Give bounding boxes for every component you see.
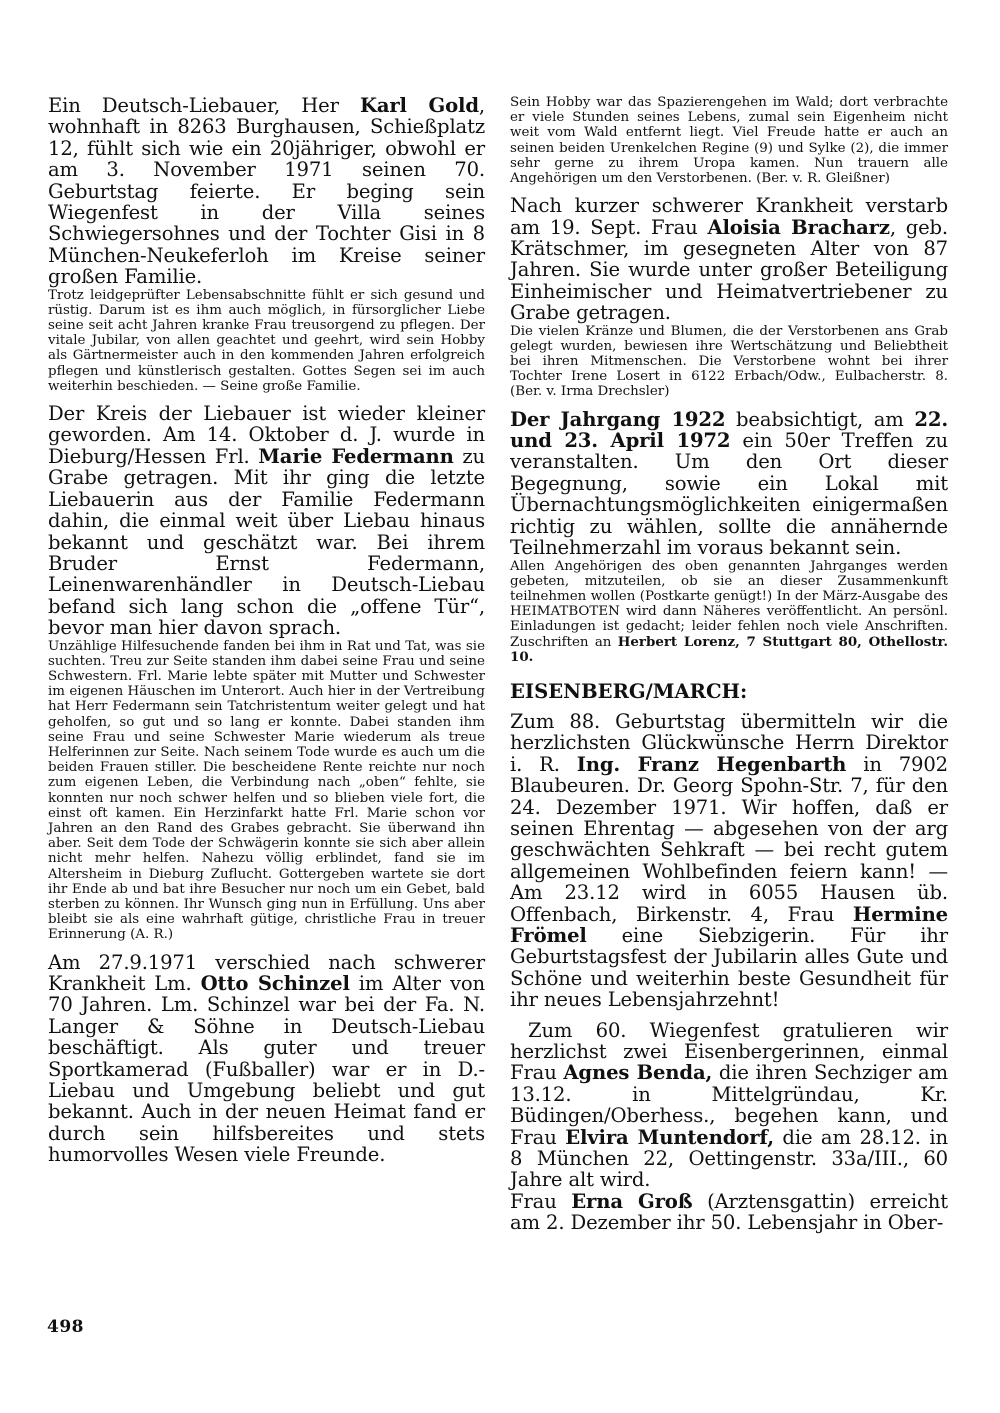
article-bracharz: Nach kurzer schwerer Krankheit verstarb am 19. Sept. Frau Aloisia Bracharz, geb. Krätschmer, im gesegneten Alter von 87 Jahren. Sie wurde unter großer Beteiligung Einheimischer und Heimatvertriebener zu Grabe getragen.: [510, 194, 948, 325]
right-column: [510, 95, 948, 1234]
person-name: Aloisia Bracharz: [707, 215, 890, 239]
contact-address: Herbert Lorenz, 7 Stuttgart 80, Othellostr. 10.: [510, 633, 948, 665]
article-schinzel-detail: Sein Hobby war das Spazierengehen im Wald; dort verbrachte er viele Stunden seines Lebens, zumal sein Eigenheim nicht weit vom Wald entfernt liegt. Viel Freude hatte er auch an seinen beiden Urenkelchen Regine (9) und Sylke (2), die immer sehr gerne zu ihrem Uropa kamen. Nun trauern alle Angehörigen um den Verstorbenen. (Ber. v. R. Gleißner): [510, 95, 948, 187]
article-gross: Frau Erna Groß (Arztensgattin) erreicht am 2. Dezember ihr 50. Lebensjahr in Ober-: [510, 1189, 948, 1235]
article-gold-detail: Trotz leidgeprüfter Lebensabschnitte fühlt er sich gesund und rüstig. Darum ist es ihm auch möglich, in fürsorglicher Liebe seine seit acht Jahren kranke Frau treusorgend zu pflegen. Der vitale Jubilar, von allen geachtet und geehrt, wird sein Hobby als Gärtnermeister auch in den kommenden Jahren erfolgreich pflegen und künstlerisch gestalten. Gottes Segen sei im auch weiterhin beschieden. — Seine große Familie.: [48, 287, 485, 394]
article-jahrgang-detail: Allen Angehörigen des oben genannten Jahrganges werden gebeten, mitzuteilen, ob sie an dieser Zusammenkunft teilnehmen wollen (Postkarte genügt!) In der März-Ausgabe des HEIMATBOTEN wird dann Näheres veröffentlicht. An persönl. Einladungen ist gedacht; leider fehlen noch viele Anschriften. Zuschriften an Herbert Lorenz, 7 Stuttgart 80, Othellostr. 10.: [510, 558, 948, 665]
left-column: [48, 95, 485, 1166]
article-federmann-detail: Unzählige Hilfesuchende fanden bei ihm in Rat und Tat, was sie suchten. Treu zur Seite standen ihm dabei seine Frau und seine Schwestern. Frl. Marie lebte später mit Mutter und Schwester im eigenen Häuschen im Unterort. Auch hier in der Vertreibung hat Herr Federmann sein Tatchristentum weiter gelegt und hat geholfen, so gut und so lang er konnte. Dabei standen ihm seine Frau und seine Schwester Marie wiederum als treue Helferinnen zur Seite. Nach seinem Tode wurde es auch um die beiden Frauen stiller. Die bescheidene Rente reichte nur noch zum eigenen Leben, die Verbindung nach „oben“ fehlte, sie konnten nur noch schwer helfen und so blieben viele fort, die einst oft kamen. Ein Herzinfarkt hatte Frl. Marie schon vor Jahren an den Rand des Grabes gebracht. Sie überwand ihn aber. Seit dem Tode der Schwägerin konnte sie sich aber allein nicht mehr helfen. Nahezu völlig erblindet, fand sie im Altersheim in Dieburg Zuflucht. Gottergeben wartete sie dort ihr Ende ab und bat ihre Besucher nur noch um ein Gebet, bald sterben zu können. Ihr Wunsch ging nun in Erfüllung. Uns aber bleibt sie als eine wahrhaft gütige, christliche Frau in treuer Erinnerung (A. R.): [48, 638, 485, 943]
article-gold: Ein Deutsch-Liebauer, Her Karl Gold, wohnhaft in 8263 Burghausen, Schießplatz 12, fühlt sich wie ein 20jähriger, obwohl er am 3. November 1971 seinen 70. Geburtstag feierte. Er beging sein Wiegenfest in der Villa seines Schwiegersohnes und der Tochter Gisi in 8 München-Neukeferloh im Kreise seiner großen Familie.: [48, 94, 485, 289]
article-bracharz-detail: Die vielen Kränze und Blumen, die der Verstorbenen ans Grab gelegt wurden, bewiesen ihre Wertschätzung und Beliebtheit bei ihren Mitmenschen. Die Verstorbene wohnt bei ihrer Tochter Irene Losert in 6122 Erbach/Odw., Eulbacherstr. 8. (Ber. v. Irma Drechsler): [510, 323, 948, 400]
person-name: Marie Federmann: [258, 444, 454, 468]
article-jahrgang: Der Jahrgang 1922 beabsichtigt, am 22. und 23. April 1972 ein 50er Treffen zu veranstalten. Um den Ort dieser Begegnung, sowie ein Lokal mit Übernachtungsmöglichkeiten einigermaßen richtig zu wählen, sollte die annähernde Teilnehmerzahl im voraus bekannt sein.: [510, 407, 948, 560]
person-name: Otto Schinzel: [200, 972, 350, 996]
article-benda: Zum 60. Wiegenfest gratulieren wir herzlichst zwei Eisenbergerinnen, einmal Frau Agnes Benda, die ihren Sechziger am 13.12. in Mittelgründau, Kr. Büdingen/Oberhess., begehen kann, und Frau Elvira Muntendorf, die am 28.12. in 8 München 22, Oettingenstr. 33a/III., 60 Jahre alt wird.: [510, 1018, 948, 1192]
section-heading: EISENBERG/MARCH:: [510, 679, 748, 703]
article-federmann: Der Kreis der Liebauer ist wieder kleiner geworden. Am 14. Oktober d. J. wurde in Dieburg/Hessen Frl. Marie Federmann zu Grabe getragen. Mit ihr ging die letzte Liebauerin aus der Familie Federmann dahin, die einmal weit über Liebau hinaus bekannt und geschätzt war. Bei ihrem Bruder Ernst Federmann, Leinenwarenhändler in Deutsch-Liebau befand sich lang schon die „offene Tür“, bevor man hier davon sprach.: [48, 402, 485, 640]
article-hegenbarth: Zum 88. Geburtstag übermitteln wir die herzlichsten Glückwünsche Herrn Direktor i. R. Ing. Franz Hegenbarth in 7902 Blaubeuren. Dr. Georg Spohn-Str. 7, für den 24. Dezember 1971. Wir hoffen, daß er seinen Ehrentag — abgesehen von der arg geschwächten Sehkraft — bei recht gutem allgemeinen Wohlbefinden feiern kann! — Am 23.12 wird in 6055 Hausen üb. Offenbach, Birkenstr. 4, Frau Hermine Frömel eine Siebzigerin. Für ihr Geburtstagsfest der Jubilarin alles Gute und Schöne und weiterhin beste Gesundheit für ihr neues Lebensjahrzehnt!: [510, 709, 948, 1012]
person-name: Karl Gold: [359, 94, 479, 117]
article-schinzel: Am 27.9.1971 verschied nach schwerer Krankheit Lm. Otto Schinzel im Alter von 70 Jahren. Lm. Schinzel war bei der Fa. N. Langer & Söhne in Deutsch-Liebau beschäftigt. Als guter und treuer Sportkamerad (Fußballer) war er in D.-Liebau und Umgebung beliebt und gut bekannt. Auch in der neuen Heimat fand er durch sein hilfsbereites und stets humorvolles Wesen viele Freunde.: [48, 950, 485, 1167]
page-number: 498: [47, 1317, 84, 1337]
